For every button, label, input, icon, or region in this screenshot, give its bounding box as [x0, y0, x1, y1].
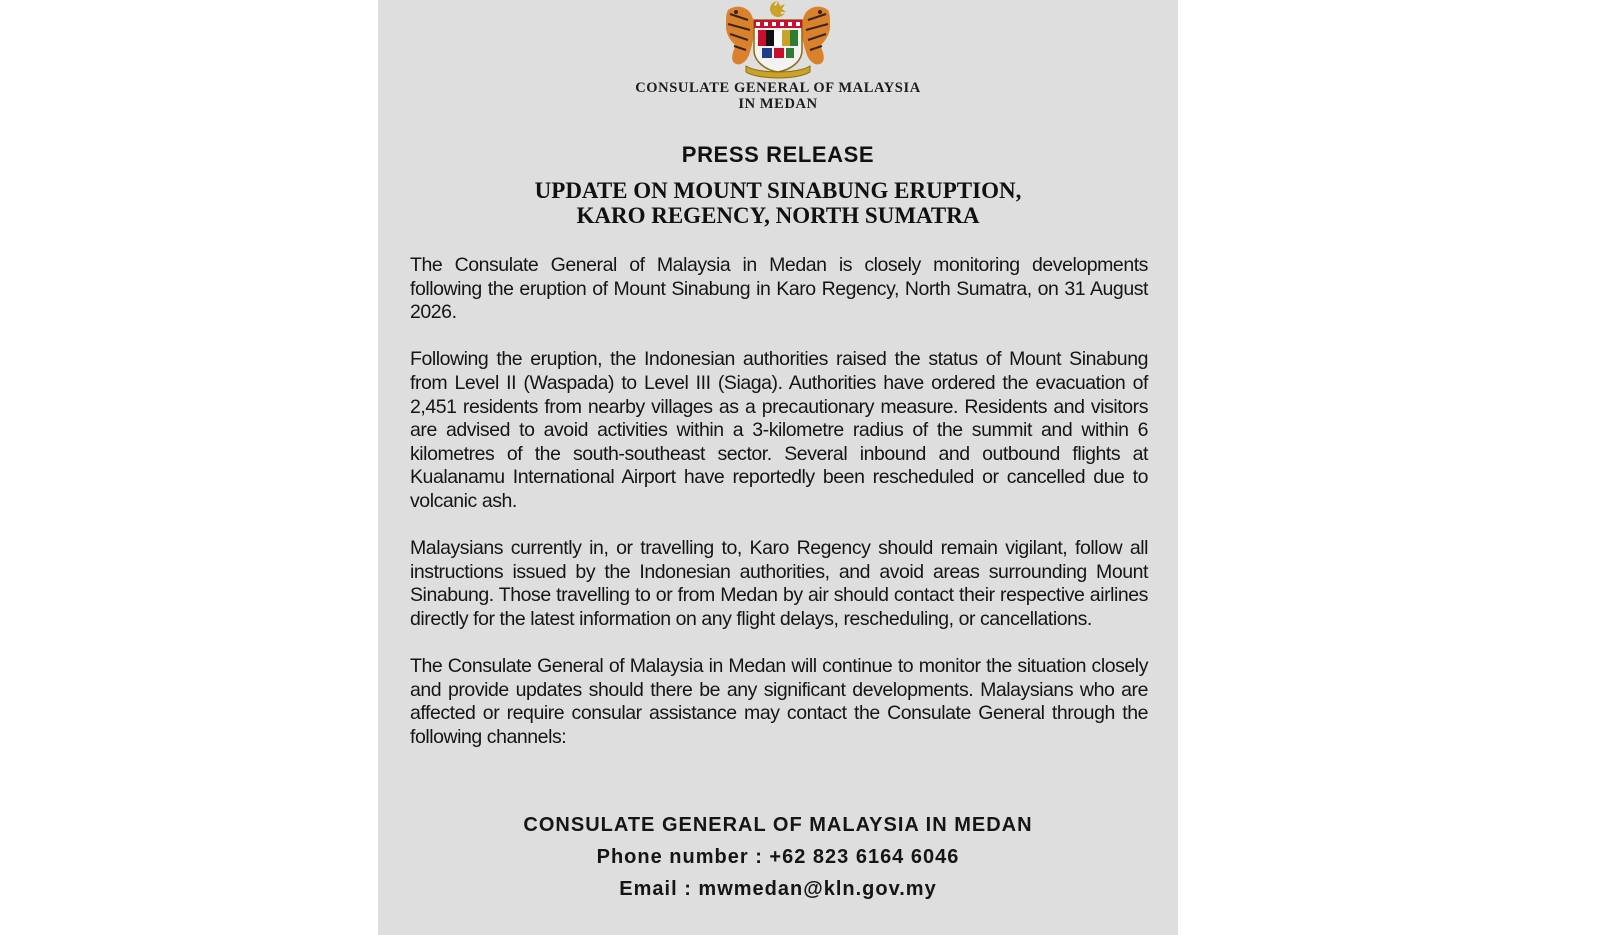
letterhead-line1: CONSULATE GENERAL OF MALAYSIA — [635, 80, 921, 96]
body-paragraph: Following the eruption, the Indonesian authorities raised the status of Mount Sinabung from Level II (Waspada) to Level III (Siaga). Authorities have ordered the evacuation of 2,451 residents from nearby villages as a precautionary measure. Residents and visitors are advised to avoid activities within a 3-kilometre radius of the summit and within 6 kilometres of the south-southeast sector. Several inbound and outbound flights at Kualanamu International Airport have reportedly been rescheduled or cancelled due to volcanic ash. — [410, 348, 1148, 512]
title-line1: UPDATE ON MOUNT SINABUNG ERUPTION, — [534, 178, 1022, 203]
title-line2: KARO REGENCY, NORTH SUMATRA — [576, 203, 980, 228]
body-paragraph: The Consulate General of Malaysia in Medan will continue to monitor the situation closely and provide updates should there be any significant developments. Malaysians who are affected or require consular assistance may contact the Consulate General through the following channels: — [410, 655, 1148, 748]
contact-block — [378, 809, 1178, 905]
press-release-title — [378, 178, 1178, 228]
document-type-heading: PRESS RELEASE — [681, 142, 875, 167]
malaysian-coat-of-arms-icon — [718, 0, 838, 82]
contact-phone: Phone number : +62 823 6164 6046 — [596, 846, 960, 868]
body-paragraph: The Consulate General of Malaysia in Medan is closely monitoring developments following the eruption of Mount Sinabung in Karo Regency, North Sumatra, on 31 August 2026. — [410, 254, 1148, 324]
contact-office-name: CONSULATE GENERAL OF MALAYSIA IN MEDAN — [523, 814, 1033, 836]
letterhead-line2: IN MEDAN — [738, 96, 818, 112]
contact-email: Email : mwmedan@kln.gov.my — [619, 878, 937, 900]
body-paragraph: Malaysians currently in, or travelling to, Karo Regency should remain vigilant, follow all instructions issued by the Indonesian authorities, and avoid areas surrounding Mount Sinabung. Those travelling to or from Medan by air should contact their respective airlines directly for the latest information on any flight delays, rescheduling, or cancellations. — [410, 537, 1148, 630]
consulate-letterhead — [378, 80, 1178, 112]
press-release-body — [410, 254, 1148, 773]
press-release-page — [378, 0, 1178, 935]
